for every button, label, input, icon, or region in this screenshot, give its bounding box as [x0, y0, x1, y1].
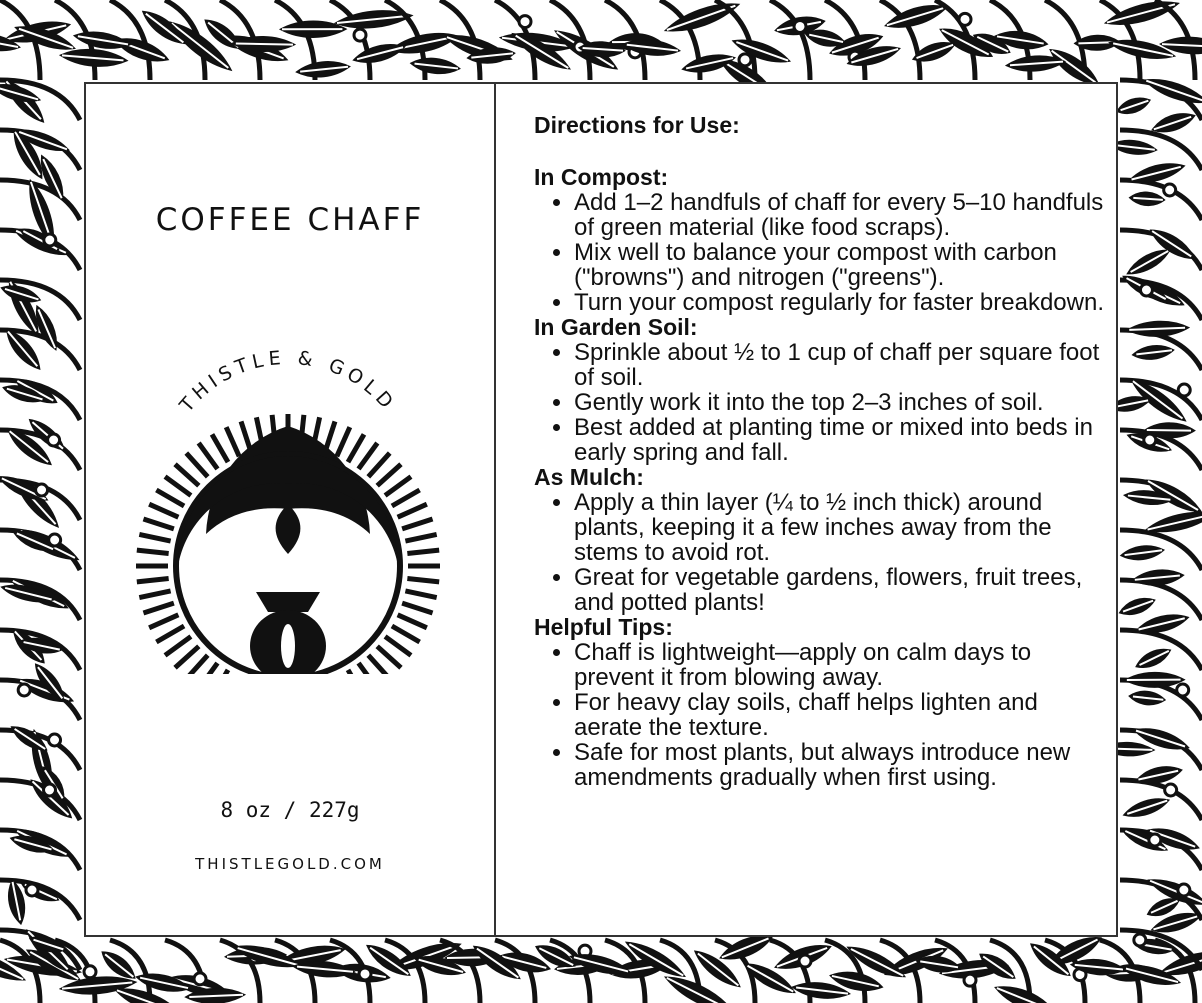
section-list [534, 640, 1104, 790]
coffee-cherry-icon [44, 784, 56, 796]
sun-ray [139, 591, 170, 598]
coffee-cherry-icon [519, 16, 531, 28]
list-item: • Apply a thin layer (¼ to ½ inch thick) around plants, keeping it a few inches away from the stems to avoid rot. [574, 490, 1104, 565]
section-heading: Helpful Tips: [534, 614, 673, 640]
sun-ray [402, 519, 432, 529]
coffee-cherry-icon [36, 484, 48, 496]
thistle-sun-logo-icon [128, 334, 448, 674]
coffee-cherry-icon [359, 968, 371, 980]
coffee-cherry-icon [1164, 184, 1176, 196]
sun-ray [377, 464, 401, 485]
brand-name: THISTLE & GOLD [175, 346, 401, 417]
coffee-cherry-icon [48, 434, 60, 446]
net-weight: 8 oz / 227g [220, 798, 360, 822]
section-list [534, 340, 1104, 465]
coffee-cherry-icon [964, 974, 976, 986]
sun-ray [186, 453, 207, 477]
sun-ray [392, 626, 420, 642]
leaf-vein-icon [1147, 430, 1191, 431]
sun-ray [392, 490, 420, 506]
section-heading: In Garden Soil: [534, 314, 698, 340]
sun-ray [377, 646, 401, 667]
section-list [534, 190, 1104, 315]
sun-ray [143, 519, 173, 529]
website: THISTLEGOLD.COM [195, 855, 385, 873]
coffee-cherry-icon [194, 973, 206, 985]
coffee-cherry-icon [49, 734, 61, 746]
coffee-cherry-icon [1140, 284, 1152, 296]
leaf-vein-icon [236, 43, 293, 44]
sun-ray [405, 534, 436, 541]
sun-ray [368, 453, 389, 477]
sun-ray [398, 615, 427, 628]
coffee-cherry-icon [794, 20, 806, 32]
sun-ray [348, 434, 364, 462]
sun-ray [405, 591, 436, 598]
sun-ray [137, 579, 169, 582]
sun-ray [156, 490, 184, 506]
sun-ray [337, 427, 350, 456]
sun-ray [398, 504, 427, 517]
section-heading: As Mulch: [534, 464, 644, 490]
list-item: • Sprinkle about ½ to 1 cup of chaff per square foot of soil. [574, 340, 1104, 390]
brand-arc-text [175, 347, 401, 417]
front-panel [84, 82, 496, 937]
sun-ray [149, 504, 178, 517]
sun-ray [175, 646, 199, 667]
sun-ray [407, 579, 439, 582]
coffee-cherry-icon [1177, 684, 1189, 696]
coffee-cherry-icon [1178, 384, 1190, 396]
sun-ray [385, 637, 411, 656]
coffee-cherry-icon [44, 234, 56, 246]
sun-ray [143, 603, 173, 613]
directions-content [534, 110, 1104, 790]
coffee-cherry-icon [354, 29, 366, 41]
coffee-cherry-icon [739, 54, 751, 66]
sun-ray [139, 534, 170, 541]
coffee-cherry-icon [26, 884, 38, 896]
list-item: • Best added at planting time or mixed into beds in early spring and fall. [574, 415, 1104, 465]
coffee-cherry-icon [959, 13, 971, 25]
coffee-cherry-icon [1178, 884, 1190, 896]
sun-ray [212, 434, 228, 462]
sun-ray [407, 550, 439, 553]
coffee-cherry-icon [1144, 434, 1156, 446]
coffee-cherry-icon [1165, 784, 1177, 796]
sun-ray [165, 637, 191, 656]
sun-ray [199, 443, 218, 469]
sun-ray [137, 550, 169, 553]
list-item: • Chaff is lightweight—apply on calm days to prevent it from blowing away. [574, 640, 1104, 690]
coffee-cherry-icon [18, 684, 30, 696]
sun-ray [359, 443, 378, 469]
sun-ray [226, 427, 239, 456]
coffee-cherry-icon [1149, 834, 1161, 846]
list-item: • Great for vegetable gardens, flowers, fruit trees, and potted plants! [574, 565, 1104, 615]
directions-panel [494, 82, 1118, 937]
list-item: • Mix well to balance your compost with carbon ("browns") and nitrogen ("greens"). [574, 240, 1104, 290]
list-item: • For heavy clay soils, chaff helps lighten and aerate the texture. [574, 690, 1104, 740]
sun-ray [165, 477, 191, 496]
coffee-cherry-icon [49, 534, 61, 546]
sun-ray [156, 626, 184, 642]
directions-title: Directions for Use: [534, 112, 740, 138]
product-name: COFFEE CHAFF [155, 202, 425, 238]
list-item: • Add 1–2 handfuls of chaff for every 5–10 handfuls of green material (like food scraps). [574, 190, 1104, 240]
sun-ray [385, 477, 411, 496]
sun-ray [149, 615, 178, 628]
coffee-cherry-icon [799, 955, 811, 967]
coffee-cherry-icon [1134, 934, 1146, 946]
section-list [534, 490, 1104, 615]
sun-ray [175, 464, 199, 485]
coffee-cherry-icon [84, 966, 96, 978]
list-item: • Safe for most plants, but always introduce new amendments gradually when first using. [574, 740, 1104, 790]
sun-ray [402, 603, 432, 613]
section-heading: In Compost: [534, 164, 669, 190]
list-item: • Gently work it into the top 2–3 inches of soil. [574, 390, 1104, 415]
list-item: • Turn your compost regularly for faster breakdown. [574, 290, 1104, 315]
